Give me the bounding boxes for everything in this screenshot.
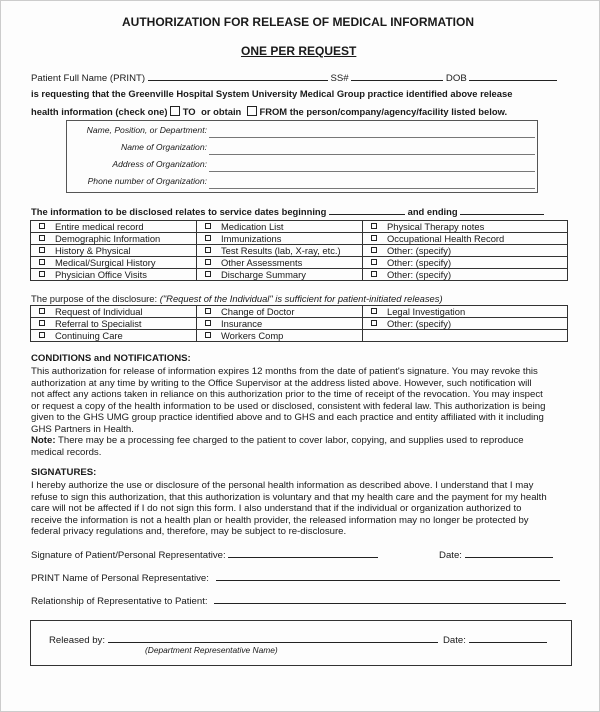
- patient-name-label: Patient Full Name (PRINT): [31, 73, 146, 84]
- checkbox-icon: [39, 332, 45, 338]
- ending-label: and ending: [407, 206, 458, 217]
- checkbox-icon: [39, 223, 45, 229]
- checkbox-icon: [39, 271, 45, 277]
- org-row-phone: [67, 173, 537, 190]
- print-name-field[interactable]: [216, 571, 560, 581]
- info-cell[interactable]: [363, 257, 568, 269]
- checkbox-icon: [371, 259, 377, 265]
- org-name-field[interactable]: [209, 137, 535, 138]
- released-by-label: Released by:: [49, 635, 105, 646]
- purpose-item: Insurance: [221, 318, 263, 329]
- request-line-1: is requesting that the Greenville Hospital System University Medical Group practice identified above release: [31, 88, 513, 99]
- purpose-item: Request of Individual: [55, 306, 143, 317]
- info-item: History & Physical: [55, 245, 131, 256]
- ss-field[interactable]: [351, 71, 443, 81]
- checkbox-icon: [205, 332, 211, 338]
- patient-line: [31, 71, 557, 84]
- org-name-label: Name, Position, or Department:: [86, 125, 207, 135]
- to-label: TO: [182, 106, 196, 117]
- signatures-line: care will not be affected if I do not sign this form. I also understand that if the individual or organization authorized to: [31, 503, 522, 514]
- note-label: Note:: [31, 435, 56, 446]
- conditions-line: or request a copy of the health information to be used or disclosed, consistent with federal law. This authorization is being: [31, 400, 546, 412]
- purpose-table: [30, 305, 568, 342]
- checkbox-icon: [371, 247, 377, 253]
- form-title: AUTHORIZATION FOR RELEASE OF MEDICAL INFORMATION: [122, 15, 474, 29]
- info-cell[interactable]: [363, 245, 568, 257]
- patient-name-field[interactable]: [148, 71, 328, 81]
- purpose-cell[interactable]: [363, 306, 568, 318]
- purpose-item: Referral to Specialist: [55, 318, 142, 329]
- note-text: There may be a processing fee charged to the patient to cover labor, copying, and supplies used to reproduce: [55, 435, 524, 446]
- dept-rep-label: (Department Representative Name): [145, 645, 278, 655]
- purpose-note: ("Request of the Individual" is sufficient for patient-initiated releases): [159, 293, 443, 304]
- signatures-line: federal privacy regulations and, therefore, may be subject to re-disclosure.: [31, 526, 347, 537]
- checkbox-icon: [205, 320, 211, 326]
- purpose-item: Other: (specify): [387, 318, 452, 329]
- print-name-label: PRINT Name of Personal Representative:: [31, 573, 209, 584]
- purpose-cell-empty: [363, 330, 568, 342]
- table-row: [31, 245, 568, 257]
- or-obtain-label: or obtain: [201, 106, 242, 117]
- info-cell[interactable]: [197, 257, 363, 269]
- info-cell[interactable]: [197, 221, 363, 233]
- signature-row: [31, 548, 553, 561]
- info-item: Other: (specify): [387, 269, 452, 280]
- table-row: [31, 330, 568, 342]
- purpose-cell[interactable]: [31, 330, 197, 342]
- signatures-line: receive the information is not a health plan or health provider, the released information may no longer be protected by: [31, 514, 529, 526]
- relationship-label: Relationship of Representative to Patient:: [31, 596, 208, 607]
- info-table: [30, 220, 568, 281]
- purpose-item: Change of Doctor: [221, 306, 295, 317]
- conditions-line: given to the GHS UMG group practice identified above and to GHS and each practice and entity affiliated with it including: [31, 412, 544, 423]
- conditions-line: authorization at any time by writing to the Office Supervisor at the address listed above. However, such notification will: [31, 377, 532, 389]
- release-date-label: Date:: [443, 635, 466, 646]
- purpose-cell[interactable]: [197, 306, 363, 318]
- from-checkbox[interactable]: [247, 106, 257, 116]
- checkbox-icon: [39, 320, 45, 326]
- org-phone-field[interactable]: [209, 188, 535, 189]
- ss-label: SS#: [330, 73, 349, 84]
- purpose-cell[interactable]: [31, 306, 197, 318]
- signature-label: Signature of Patient/Personal Representative:: [31, 550, 226, 561]
- conditions-line: not affect any actions taken in reliance on this authorization prior to the time of receipt of the revocation. You may inspect: [31, 389, 543, 400]
- info-heading-line: [31, 205, 544, 217]
- release-date-row: [443, 633, 547, 646]
- checkbox-icon: [39, 235, 45, 241]
- org-organization-field[interactable]: [209, 154, 535, 155]
- info-item: Physician Office Visits: [55, 269, 147, 280]
- org-phone-label: Phone number of Organization:: [87, 176, 207, 186]
- table-row: [31, 306, 568, 318]
- org-row-address: [67, 156, 537, 173]
- org-address-field[interactable]: [209, 171, 535, 172]
- checkbox-icon: [205, 247, 211, 253]
- table-row: [31, 221, 568, 233]
- to-checkbox[interactable]: [170, 106, 180, 116]
- info-cell[interactable]: [31, 221, 197, 233]
- info-cell[interactable]: [197, 233, 363, 245]
- signature-field[interactable]: [228, 548, 378, 558]
- signatures-line: refuse to sign this authorization, that this authorization is voluntary and that my health care and the payment for my health: [31, 491, 547, 503]
- note-line-2: medical records.: [31, 446, 102, 458]
- checkbox-icon: [205, 271, 211, 277]
- checkbox-icon: [205, 223, 211, 229]
- info-item: Other: (specify): [387, 257, 452, 268]
- purpose-item: Continuing Care: [55, 330, 123, 341]
- from-label: FROM the person/company/agency/facility listed below.: [259, 106, 508, 117]
- print-name-row: [31, 571, 560, 584]
- conditions-line: This authorization for release of information expires 12 months from the date of patient's signature. You may revoke this: [31, 366, 538, 377]
- table-row: [31, 269, 568, 281]
- info-item: Medication List: [221, 221, 284, 232]
- note-line: [31, 435, 571, 447]
- dob-field[interactable]: [469, 71, 557, 81]
- info-cell[interactable]: [197, 269, 363, 281]
- checkbox-icon: [205, 308, 211, 314]
- info-item: Demographic Information: [55, 233, 161, 244]
- checkbox-icon: [371, 308, 377, 314]
- info-item: Physical Therapy notes: [387, 221, 485, 232]
- info-item: Occupational Health Record: [387, 233, 505, 244]
- checkbox-icon: [205, 259, 211, 265]
- dob-label: DOB: [445, 73, 467, 84]
- info-cell[interactable]: [31, 245, 197, 257]
- info-item: Entire medical record: [55, 221, 144, 232]
- checkbox-icon: [371, 235, 377, 241]
- info-item: Other Assessments: [221, 257, 303, 268]
- purpose-item: Legal Investigation: [387, 306, 466, 317]
- request-line-2-prefix: health information (check one): [31, 106, 168, 117]
- org-address-label: Address of Organization:: [112, 159, 207, 169]
- table-row: [31, 233, 568, 245]
- relationship-row: [31, 594, 566, 607]
- signatures-text: [31, 480, 571, 538]
- checkbox-icon: [371, 320, 377, 326]
- form-subtitle: ONE PER REQUEST: [241, 44, 357, 58]
- purpose-cell[interactable]: [31, 318, 197, 330]
- conditions-line: GHS Partners in Health.: [31, 423, 134, 435]
- request-line-2: [31, 106, 507, 117]
- info-item: Discharge Summary: [221, 269, 306, 280]
- org-row-organization: [67, 139, 537, 156]
- organization-box: [66, 120, 538, 193]
- checkbox-icon: [371, 271, 377, 277]
- info-cell[interactable]: [363, 233, 568, 245]
- released-by-field[interactable]: [108, 633, 438, 643]
- release-date-field[interactable]: [469, 633, 547, 643]
- checkbox-icon: [39, 259, 45, 265]
- info-cell[interactable]: [363, 269, 568, 281]
- info-item: Immunizations: [221, 233, 282, 244]
- purpose-item: Workers Comp: [221, 330, 284, 341]
- signature-date-field[interactable]: [465, 548, 553, 558]
- table-row: [31, 318, 568, 330]
- org-organization-label: Name of Organization:: [121, 142, 207, 152]
- checkbox-icon: [39, 247, 45, 253]
- info-cell[interactable]: [31, 233, 197, 245]
- info-cell[interactable]: [197, 245, 363, 257]
- signatures-heading: SIGNATURES:: [31, 467, 97, 478]
- checkbox-icon: [205, 235, 211, 241]
- signature-date-label: Date:: [439, 550, 462, 561]
- purpose-heading-line: [31, 293, 443, 304]
- purpose-cell[interactable]: [197, 330, 363, 342]
- checkbox-icon: [39, 308, 45, 314]
- conditions-heading: CONDITIONS and NOTIFICATIONS:: [31, 353, 191, 364]
- conditions-text: [31, 366, 571, 458]
- table-row: [31, 257, 568, 269]
- info-cell[interactable]: [31, 269, 197, 281]
- info-cell[interactable]: [363, 221, 568, 233]
- end-date-field[interactable]: [460, 205, 544, 215]
- info-item: Other: (specify): [387, 245, 452, 256]
- purpose-cell[interactable]: [363, 318, 568, 330]
- begin-date-field[interactable]: [329, 205, 405, 215]
- relationship-field[interactable]: [214, 594, 566, 604]
- info-heading: The information to be disclosed relates to service dates beginning: [31, 206, 327, 217]
- checkbox-icon: [371, 223, 377, 229]
- info-cell[interactable]: [31, 257, 197, 269]
- signatures-line: I hereby authorize the use or disclosure of the personal health information as described above. I understand that I may: [31, 480, 534, 491]
- release-box: [30, 620, 572, 666]
- info-item: Medical/Surgical History: [55, 257, 156, 268]
- purpose-heading: The purpose of the disclosure:: [31, 293, 158, 304]
- purpose-cell[interactable]: [197, 318, 363, 330]
- org-row-name: [67, 122, 537, 139]
- info-item: Test Results (lab, X-ray, etc.): [221, 245, 341, 256]
